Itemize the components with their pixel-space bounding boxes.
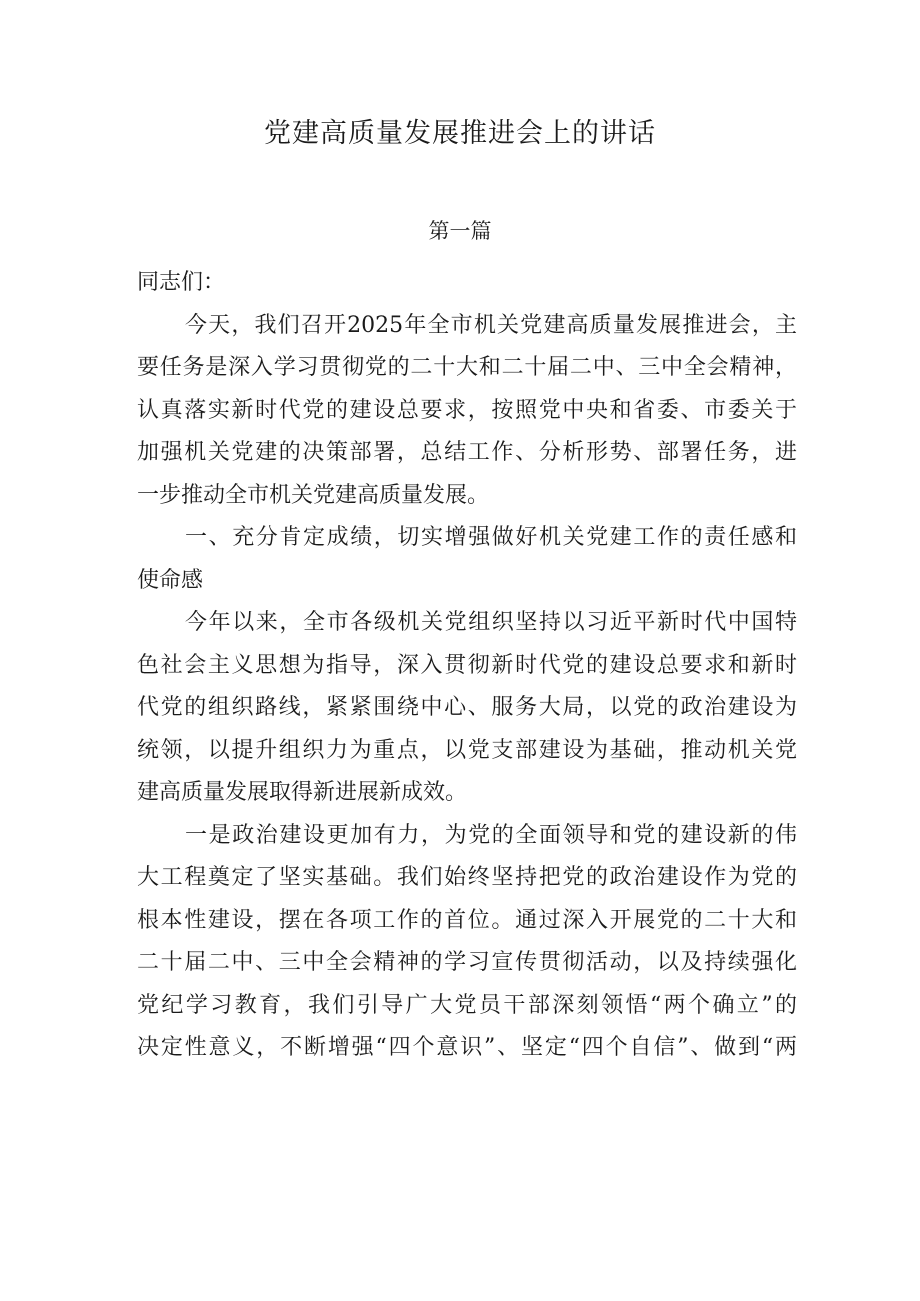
paragraph-achievements (137, 602, 797, 815)
text-line: 统领，以提升组织力为重点，以党支部建设为基础，推动机关党 (137, 737, 797, 763)
text-line: 党纪学习教育，我们引导广大党员干部深刻领悟“两个确立”的 (137, 992, 797, 1018)
text-line: 今年以来，全市各级机关党组织坚持以习近平新时代中国特 (185, 610, 797, 635)
text-line: 大工程奠定了坚实基础。我们始终坚持把党的政治建设作为党的 (137, 865, 797, 890)
text-line: 使命感 (137, 567, 204, 593)
text-line: 二十届二中、三中全会精神的学习宣传贯彻活动，以及持续强化 (137, 950, 797, 975)
text-line: 认真落实新时代党的建设总要求，按照党中央和省委、市委关于 (137, 397, 797, 423)
salutation: 同志们： (137, 270, 226, 295)
text-line: 决定性意义，不断增强“四个意识”、坚定“四个自信”、做到“两 (137, 1035, 797, 1060)
document-subtitle: 第一篇 (428, 219, 492, 243)
section-heading-1 (137, 517, 797, 602)
text-line: 加强机关党建的决策部署，总结工作、分析形势、部署任务，进 (137, 440, 797, 465)
text-line: 代党的组织路线，紧紧围绕中心、服务大局，以党的政治建设为 (137, 695, 797, 720)
text-line: 色社会主义思想为指导，深入贯彻新时代党的建设总要求和新时 (137, 652, 797, 678)
text-line: 建高质量发展取得新进展新成效。 (137, 780, 468, 805)
text-line: 一、充分肯定成绩，切实增强做好机关党建工作的责任感和 (185, 525, 797, 550)
text-line: 今天，我们召开2025年全市机关党建高质量发展推进会，主 (185, 312, 797, 338)
text-line: 一是政治建设更加有力，为党的全面领导和党的建设新的伟 (185, 822, 797, 848)
paragraph-opening (137, 305, 797, 518)
document-title: 党建高质量发展推进会上的讲话 (264, 118, 656, 149)
document-body (137, 262, 797, 1070)
paragraph-political-building (137, 815, 797, 1070)
text-line: 要任务是深入学习贯彻党的二十大和二十届二中、三中全会精神， (137, 355, 797, 380)
text-line: 一步推动全市机关党建高质量发展。 (137, 482, 490, 508)
text-line: 根本性建设，摆在各项工作的首位。通过深入开展党的二十大和 (137, 907, 797, 933)
